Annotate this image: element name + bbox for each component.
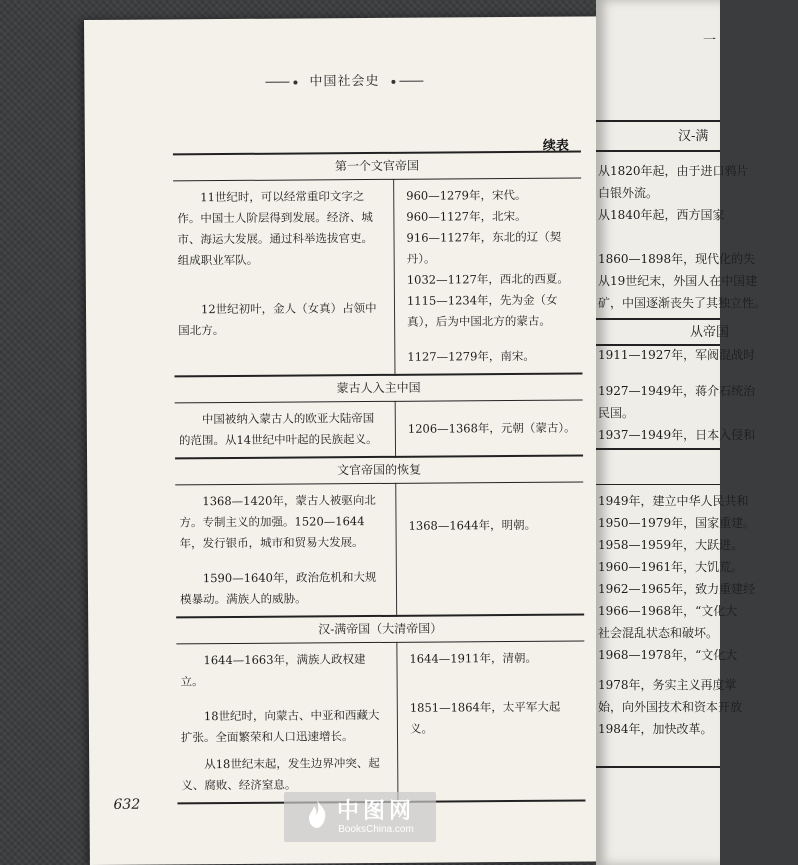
text-line: 1978年，务实主义再度掌	[598, 678, 737, 692]
section-title: 第一个文官帝国	[173, 152, 581, 181]
text-line: 白银外流。	[598, 186, 659, 200]
event-line: 916—1127年，东北的辽（契丹）。	[406, 229, 562, 266]
event-line: 960—1279年，宋代。	[406, 187, 527, 203]
paragraph: 从18世纪末起，发生边界冲突、起义、腐败、经济窒息。	[181, 755, 380, 793]
table-rule	[596, 120, 720, 122]
event-line: 1644—1911年，清朝。	[409, 650, 538, 666]
event-line: 1851—1864年，太平军大起义。	[409, 699, 561, 736]
paragraph: 12世纪初叶，金人（女真）占领中国北方。	[178, 300, 377, 338]
text-line: 1927—1949年，蒋介石统治	[598, 384, 756, 398]
right-page-section-title: 从帝国	[690, 325, 730, 340]
text-line: 1937—1949年，日本入侵和	[598, 428, 756, 442]
right-column-cell	[396, 482, 584, 616]
header-rule	[265, 82, 289, 83]
text-line: 1949年，建立中华人民共和	[598, 494, 749, 508]
text-line: 从1820年起，由于进口鸦片	[598, 164, 749, 178]
text-line: 1911—1927年，军阀混战时	[598, 348, 756, 362]
table-row	[173, 178, 582, 376]
text-line: 矿，中国逐渐丧失了其独立性。	[598, 296, 767, 310]
event-line: 960—1127年，北宋。	[406, 208, 527, 224]
left-column-cell	[176, 642, 398, 802]
page-number: 632	[113, 796, 141, 813]
right-page-section-title: 汉-满	[678, 129, 709, 144]
left-column-cell	[173, 179, 395, 376]
event-line: 1115—1234年，先为金（女真），后为中国北方的蒙古。	[406, 292, 558, 329]
event-line: 1032—1127年，西北的西夏。	[406, 271, 569, 287]
text-line: 1958—1959年，大跃进。	[598, 538, 744, 552]
section-header-row	[175, 456, 583, 485]
text-line: 1968—1978年，“文化大	[598, 648, 738, 662]
paragraph: 18世纪时，向蒙古、中亚和西藏大扩张。全面繁荣和人口迅速增长。	[180, 707, 380, 745]
right-column-cell	[394, 178, 583, 375]
text-line: 1960—1961年，大饥荒。	[598, 560, 744, 574]
paragraph: 1644—1663年，满族人政权建立。	[180, 652, 366, 689]
text-line: 民国。	[598, 406, 635, 420]
header-dot	[293, 80, 297, 84]
section-title: 汉-满帝国（大清帝国）	[176, 615, 584, 644]
table-rule	[596, 150, 720, 152]
text-line: 1860—1898年，现代化的失	[598, 252, 756, 266]
right-page-text-block	[598, 344, 798, 446]
paragraph: 11世纪时，可以经常重印文字之作。中国士人阶层得到发展。经济、城市、海运大发展。通过科举选拔官吏。组成职业军队。	[177, 189, 374, 268]
event-line: 1368—1644年，明朝。	[408, 517, 537, 533]
right-page-text-block	[598, 490, 798, 740]
right-page-text-block	[598, 160, 798, 314]
section-title: 蒙古人入主中国	[174, 374, 582, 403]
chronology-table	[173, 151, 586, 805]
header-title: 中国社会史	[309, 73, 380, 90]
table-row	[175, 482, 584, 617]
table-row	[175, 400, 583, 458]
text-line: 1962—1965年，致力重建经	[598, 582, 756, 596]
section-header-row	[174, 374, 582, 403]
text-line: 社会混乱状态和破坏。	[598, 626, 719, 640]
right-page-header-dash: 一	[702, 33, 716, 48]
watermark-name: 中图网	[336, 797, 415, 824]
text-line: 1966—1968年，“文化大	[598, 604, 738, 618]
header-rule	[400, 81, 424, 82]
paragraph: 1368—1420年，蒙古人被驱向北方。专制主义的加强。1520—1644年，发行银币，城市和贸易大发展。	[179, 492, 376, 551]
section-header-row	[176, 615, 584, 644]
table-rule	[596, 448, 720, 450]
text-line: 从19世纪末，外国人在中国建	[598, 274, 758, 288]
flame-icon	[305, 799, 329, 835]
running-header	[84, 68, 604, 91]
header-dot	[392, 79, 396, 83]
table-rule	[596, 484, 720, 485]
watermark-url: BooksChina.com	[338, 823, 414, 835]
text-line: 始，向外国技术和资本开放	[598, 700, 743, 714]
paragraph: 1590—1640年，政治危机和大规模暴动。满族人的威胁。	[179, 569, 377, 607]
right-page	[596, 0, 767, 865]
text-line: 从1840年起，西方国家	[598, 208, 725, 222]
right-column-cell	[395, 400, 583, 457]
paragraph: 中国被纳入蒙古人的欧亚大陆帝国的范围。从14世纪中叶起的民族起义。	[178, 410, 378, 448]
event-line: 1127—1279年，南宋。	[407, 348, 535, 364]
text-line: 1950—1979年，国家重建。	[598, 516, 756, 530]
text-line: 1984年，加快改革。	[598, 722, 713, 736]
text-line	[598, 226, 798, 248]
table-continued-label: 续表	[542, 138, 569, 154]
left-column-cell	[175, 483, 396, 617]
section-title: 文官帝国的恢复	[175, 456, 583, 485]
table-row	[176, 641, 585, 802]
event-line: 1206—1368年，元朝（蒙古）。	[407, 420, 576, 436]
right-column-cell	[397, 641, 586, 801]
left-column-cell	[175, 401, 396, 458]
section-header-row	[173, 152, 581, 181]
table-rule	[596, 318, 720, 320]
watermark	[284, 792, 436, 842]
left-page	[84, 16, 610, 865]
table-rule	[596, 766, 720, 768]
